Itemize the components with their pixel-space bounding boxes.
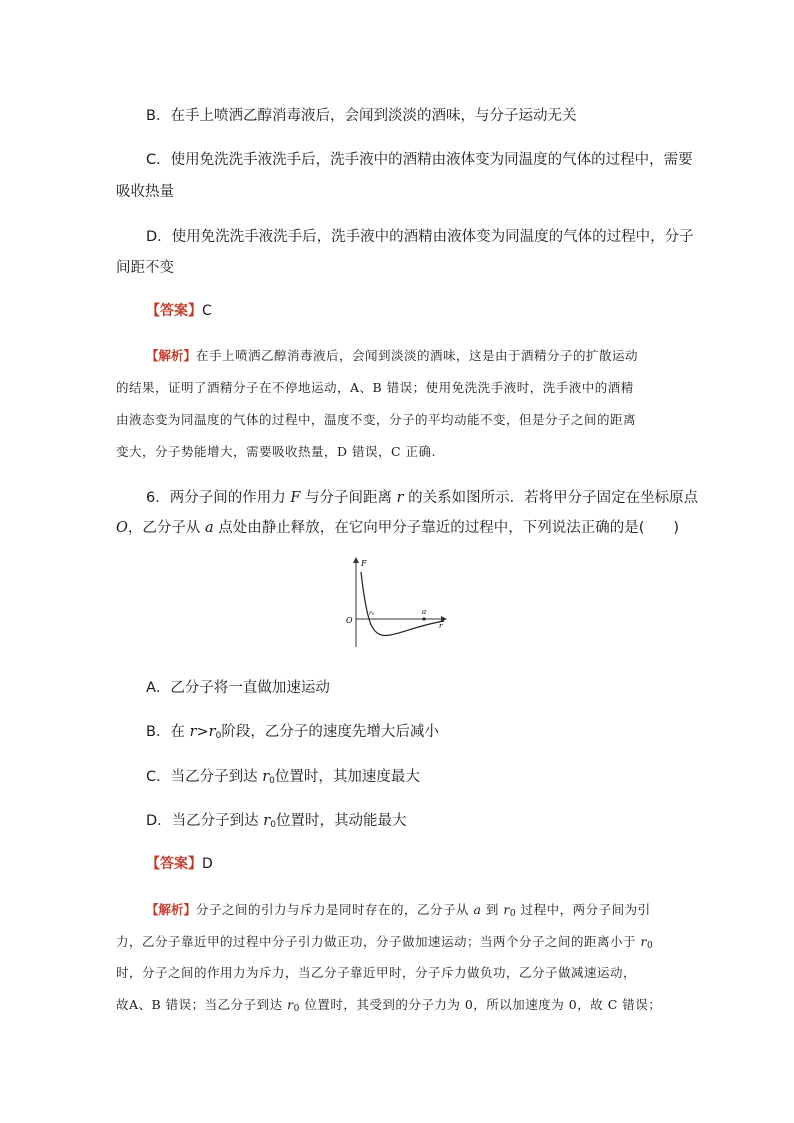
q6-analysis-line3: 时，分子之间的作用力为斥力，当乙分子靠近甲时，分子斥力做负功，乙分子做减速运动， xyxy=(116,965,637,980)
subscript: 0 xyxy=(293,1004,300,1014)
option-text: 位置时，其动能最大 xyxy=(275,813,407,829)
q5-analysis-line4: 变大，分子势能增大，需要吸收热量，D 错误，C 正确. xyxy=(116,444,437,459)
var-r: r xyxy=(208,724,216,740)
subscript: 0 xyxy=(509,909,517,919)
var-r: r xyxy=(640,934,647,949)
q6-analysis-line2 xyxy=(116,932,653,951)
q5-option-d-line2: 间距不变 xyxy=(116,260,174,276)
analysis-text: 到 xyxy=(481,902,504,917)
analysis-text: 位置时，其受到的分子力为 0，所以加速度为 0，故 C 错误； xyxy=(299,997,662,1012)
stem-text: 与分子间距离 xyxy=(300,490,397,506)
stem-text: ，乙分子从 xyxy=(127,520,205,536)
subscript: 0 xyxy=(646,941,654,951)
analysis-text: 分子之间的引力与斥力是同时存在的，乙分子从 xyxy=(196,902,474,917)
label-r0: r₀ xyxy=(369,610,375,617)
subscript: 0 xyxy=(270,820,276,830)
q5-analysis-line1 xyxy=(146,346,638,364)
q5-option-d-line1: D．使用免洗洗手液洗手后，洗手液中的酒精由液体变为同温度的气体的过程中，分子 xyxy=(146,229,694,245)
q6-option-d xyxy=(146,809,406,830)
q6-analysis-line1 xyxy=(146,900,651,919)
answer-tag: 【答案】 xyxy=(146,856,202,872)
analysis-text: 在手上喷洒乙醇消毒液后，会闻到淡淡的酒味，这是由于酒精分子的扩散运动 xyxy=(196,348,639,363)
q5-option-b: B．在手上喷洒乙醇消毒液后，会闻到淡淡的酒味，与分子运动无关 xyxy=(146,108,577,124)
force-curve xyxy=(361,572,444,635)
stem-var-F: F xyxy=(290,490,301,506)
option-text: 阶段，乙分子的速度先增大后减小 xyxy=(221,724,439,740)
q6-stem-line2 xyxy=(116,516,679,537)
var-r: r xyxy=(503,902,510,917)
var-r: r xyxy=(189,724,197,740)
stem-text: 6．两分子间的作用力 xyxy=(146,490,291,506)
q6-analysis-line4 xyxy=(116,995,661,1014)
answer-value: C xyxy=(202,303,212,319)
q5-answer xyxy=(146,300,212,320)
var-r: r xyxy=(262,769,270,785)
stem-text: 的关系如图所示．若将甲分子固定在坐标原点 xyxy=(403,490,699,506)
stem-var-a: a xyxy=(205,520,214,536)
q6-answer xyxy=(146,853,213,873)
stem-text: 点处由静止释放，在它向甲分子靠近的过程中，下列说法正确的是( ) xyxy=(213,520,680,536)
label-O: O xyxy=(346,616,353,625)
q6-option-a: A．乙分子将一直做加速运动 xyxy=(146,680,330,696)
label-F: F xyxy=(361,559,367,568)
analysis-text: 故A、B 错误；当乙分子到达 xyxy=(116,997,288,1012)
analysis-tag: 【解析】 xyxy=(146,348,197,363)
option-text: > xyxy=(196,724,209,740)
q5-option-c-line2: 吸收热量 xyxy=(116,184,174,200)
analysis-tag: 【解析】 xyxy=(146,902,197,917)
var-a: a xyxy=(473,902,482,917)
label-r: r xyxy=(439,622,443,630)
var-r: r xyxy=(287,997,294,1012)
subscript: 0 xyxy=(269,776,275,786)
answer-tag: 【答案】 xyxy=(146,303,202,319)
point-a xyxy=(422,617,425,620)
var-r: r xyxy=(263,813,271,829)
option-text: D．当乙分子到达 xyxy=(146,813,264,829)
q6-stem-line1 xyxy=(146,486,698,507)
q6-option-b xyxy=(146,720,439,741)
option-text: 位置时，其加速度最大 xyxy=(274,769,420,785)
label-a: a xyxy=(422,608,427,616)
subscript: 0 xyxy=(215,731,222,741)
q6-option-c xyxy=(146,765,420,786)
stem-var-r: r xyxy=(396,490,404,506)
analysis-text: 力，乙分子靠近甲的过程中分子引力做正功，分子做加速运动；当两个分子之间的距离小于 xyxy=(116,934,641,949)
q5-option-c-line1: C．使用免洗洗手液洗手后，洗手液中的酒精由液体变为同温度的气体的过程中，需要 xyxy=(146,152,693,168)
answer-value: D xyxy=(202,856,213,872)
q5-analysis-line2: 的结果，证明了酒精分子在不停地运动，A、B 错误；使用免洗洗手液时，洗手液中的酒精 xyxy=(116,380,634,395)
option-text: B．在 xyxy=(146,724,190,740)
q5-analysis-line3: 由液态变为同温度的气体的过程中，温度不变，分子的平均动能不变，但是分子之间的距离 xyxy=(116,412,637,427)
analysis-text: 过程中，两分子间为引 xyxy=(516,902,651,917)
option-text: C．当乙分子到达 xyxy=(146,769,263,785)
stem-var-O: O xyxy=(116,520,128,536)
force-distance-figure xyxy=(340,555,450,651)
